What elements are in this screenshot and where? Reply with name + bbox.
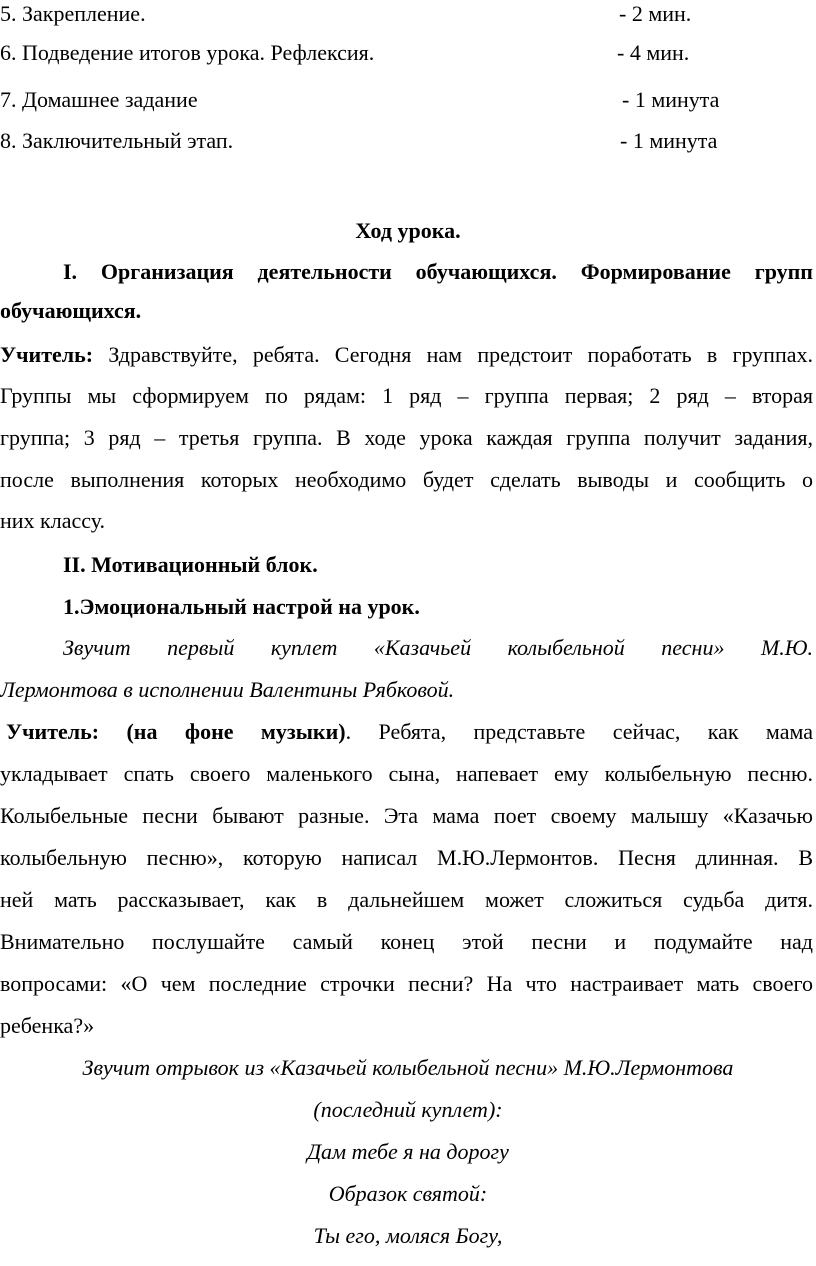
- plan-item-time: - 2 мин.: [619, 1, 692, 26]
- section1-paragraph-line: после выполнения которых необходимо будет сделать выводы и сообщить о: [0, 467, 813, 492]
- plan-item: [0, 39, 816, 67]
- teacher-speaker-label: Учитель: (на фоне музыки): [6, 719, 346, 744]
- section2-paragraph-line: Колыбельные песни бывают разные. Эта мама поет своему малышу «Казачью: [0, 803, 813, 828]
- excerpt-intro-line1: Звучит отрывок из «Казачьей колыбельной песни» М.Ю.Лермонтова: [82, 1055, 734, 1080]
- section2-paragraph-line: укладывает спать своего маленького сына, напевает ему колыбельную песню.: [0, 761, 813, 786]
- section2-paragraph-line: колыбельную песню», которую написал М.Ю.Лермонтов. Песня длинная. В: [0, 845, 813, 870]
- section2-paragraph-line: ребенка?»: [0, 1013, 95, 1038]
- music-note-line1: Звучит первый куплет «Казачьей колыбельной песни» М.Ю.: [63, 635, 813, 660]
- section1-paragraph-line: группа; 3 ряд – третья группа. В ходе урока каждая группа получит задания,: [0, 425, 813, 450]
- section2-title: II. Мотивационный блок.: [63, 552, 318, 577]
- teacher-speaker-label: Учитель:: [0, 342, 94, 367]
- section2-paragraph-line: Учитель: (на фоне музыки). Ребята, представьте сейчас, как мама: [6, 719, 814, 744]
- section2-paragraph-line: Внимательно послушайте самый конец этой песни и подумайте над: [0, 929, 813, 954]
- lesson-heading: Ход урока.: [355, 218, 461, 243]
- verse-line: Ты его, моляся Богу,: [313, 1223, 503, 1248]
- plan-item: [0, 127, 816, 155]
- section1-title-line2: обучающихся.: [0, 298, 142, 323]
- plan-item-label: 5. Закрепление.: [0, 1, 146, 26]
- section1-title-line1: I. Организация деятельности обучающихся. Формирование групп: [63, 259, 813, 284]
- plan-item-time: - 4 мин.: [617, 40, 690, 65]
- plan-item-label: 7. Домашнее задание: [0, 87, 198, 112]
- section2-paragraph-line: вопросами: «О чем последние строчки песни? На что настраивает мать своего: [0, 971, 813, 996]
- plan-item: [0, 0, 816, 28]
- section2-subtitle: 1.Эмоциональный настрой на урок.: [63, 594, 420, 619]
- section1-paragraph-line: Учитель: Здравствуйте, ребята. Сегодня нам предстоит поработать в группах.: [0, 342, 813, 367]
- section1-paragraph-line: Группы мы сформируем по рядам: 1 ряд – группа первая; 2 ряд – вторая: [0, 383, 813, 408]
- section1-paragraph-line: них классу.: [0, 508, 106, 533]
- plan-item-label: 6. Подведение итогов урока. Рефлексия.: [0, 40, 375, 65]
- plan-item-time: - 1 минута: [620, 128, 718, 153]
- section2-paragraph-line: ней мать рассказывает, как в дальнейшем может сложиться судьба дитя.: [0, 887, 813, 912]
- plan-item-label: 8. Заключительный этап.: [0, 128, 234, 153]
- plan-item-time: - 1 минута: [622, 87, 720, 112]
- verse-line: Дам тебе я на дорогу: [307, 1139, 509, 1164]
- excerpt-intro-line2: (последний куплет):: [313, 1097, 503, 1122]
- music-note-line2: Лермонтова в исполнении Валентины Рябковой.: [0, 677, 455, 702]
- verse-line: Образок святой:: [328, 1181, 488, 1206]
- plan-item: [0, 86, 816, 114]
